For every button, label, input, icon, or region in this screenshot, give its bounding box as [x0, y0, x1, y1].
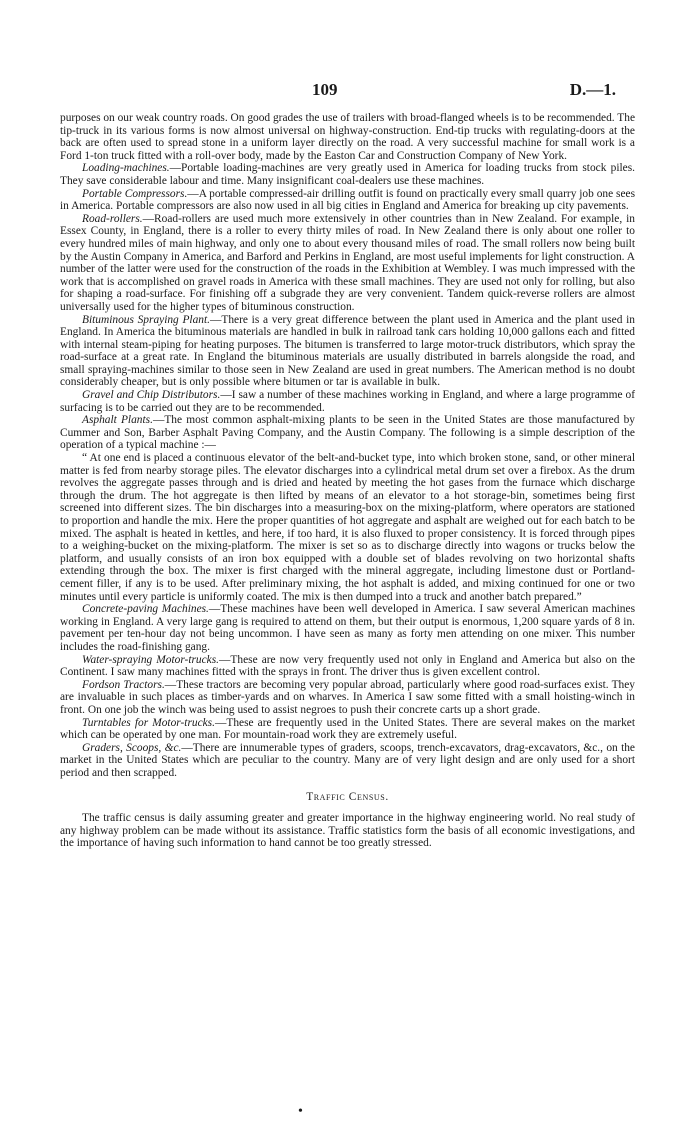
paragraph-fordson-tractors	[60, 679, 635, 717]
paragraph-text: —There is a very great difference between the plant used in America and the plant used in England. In America the bituminous materials are handled in bulk in railroad tank cars holding 10,000 gallons each and fitted with internal steam-piping for heating purposes. The bitumen is transferred to large motor-truck distributors, which spray the road-surface at a great rate. In England the bituminous materials are usually distributed in barrels alongside the road, and small spraying-machines similar to those seen in New Zealand are used in great numbers. The American method is no doubt considerably cheaper, but is only possible where bitumen or tar is available in bulk.	[60, 313, 635, 389]
paragraph-lead: Gravel and Chip Distributors.	[82, 389, 221, 402]
section-heading: Traffic Census.	[306, 791, 389, 804]
paragraph-text: —There are innumerable types of graders, scoops, trench-excavators, drag-excavators, &c., on the market in the United States which are peculiar to the country. Many are of very light design and are only used for a short period and then scrapped.	[60, 741, 635, 779]
paragraph-text: —These tractors are becoming very popular abroad, particularly where good road-surfaces exist. They are invaluable in such places as timber-yards and on wharves. In America I saw some fitted with a small hoisting-winch in front. On one job the winch was being used to assist negroes to push their concrete carts up a short grade.	[60, 678, 635, 716]
page-number: 109	[312, 80, 338, 99]
paragraph-water-spraying	[60, 654, 635, 679]
paragraph-lead: Concrete-paving Machines.	[82, 603, 209, 616]
paragraph-lead: Graders, Scoops, &c.	[82, 741, 182, 754]
paragraph-turntables	[60, 717, 635, 742]
paragraph-concrete-paving	[60, 603, 635, 653]
paragraph-text: —The most common asphalt-mixing plants to be seen in the United States are those manufactured by Cummer and Son, Barber Asphalt Paving Company, and the Austin Company. The following is a simple description of the operation of a typical machine :—	[60, 414, 635, 452]
paragraph-portable-compressors	[60, 188, 635, 213]
paragraph-lead: Fordson Tractors.	[82, 678, 165, 691]
paragraph-asphalt-plants	[60, 414, 635, 452]
paragraph-loading-machines	[60, 162, 635, 187]
paragraph-text: —A portable compressed-air drilling outfit is found on practically every small quarry job one sees in America. Portable compressors are also now used in all big cities in England and America for breaking up city pavements.	[60, 187, 635, 213]
paragraph-bituminous-spraying	[60, 314, 635, 390]
paragraph-text: —Road-rollers are used much more extensively in other countries than in New Zealand. For example, in Essex County, in England, there is a roller to every thirty miles of road. In New Zealand there is only about one roller to every hundred miles of main highway, and only one to about every thousand miles of road. The small rollers now being built by the Austin Company in America, and Barford and Perkins in England, are most useful implements for light construction. A number of the latter were used for the construction of the roads in the Exhibition at Wembley. I was much impressed with the work that is accomplished on gravel roads in America with these small machines. They are used not only for rolling, but also for shaping a road-surface. For finishing off a subgrade they are very convenient. Tandem quick-reverse rollers are almost universally used for the higher types of bituminous construction.	[60, 212, 635, 313]
paragraph-text: —These are frequently used in the United States. There are several makes on the market which can be operated by one man. For mountain-road work they are extremely useful.	[60, 716, 635, 742]
paragraph-text: —These machines have been well developed in America. I saw several American machines working in England. A very large gang is required to attend on them, but their output is enormous, 1,200 square yards of 8 in. pavement per ten-hour day not being uncommon. I have seen as many as forty men attending on one mixer. This number includes the road-finishing gang.	[60, 603, 635, 653]
paragraph-lead: Water-spraying Motor-trucks.	[82, 653, 220, 666]
paragraph-text: “ At one end is placed a continuous elevator of the belt-and-bucket type, into which broken stone, sand, or other mineral matter is fed from nearby storage piles. The elevator discharges into a cylindrical metal drum set over a firebox. As the drum revolves the aggregate passes through and is dried and heated by meeting the hot gases from the furnace which discharge through the drum. The hot aggregate is then lifted by means of an elevator to a hot storage-bin, sometimes being first screened into different sizes. The bin discharges into a measuring-box on the mixing-platform, where operators are stationed to proportion and handle the mix. Here the proper quantities of hot aggregate and asphalt are weighed out for each batch to be mixed. The asphalt is heated in kettles, and here, if too hard, it is also fluxed to proper consistency. It is forced through pipes to a weighing-bucket on the mixing-platform. The mixer is set so as to discharge directly into wagons or trucks below the platform, and usually consists of an iron box equipped with a double set of blades revolving on two horizontal shafts extending through the box. The mixer is first charged with the mineral aggregate, including limestone dust or Portland-cement filler, if any is to be used. After preliminary mixing, the hot asphalt is added, and mixing continued for one or two minutes until every particle is uniformly coated. The mix is then dumped into a truck and another batch prepared.”	[60, 452, 635, 603]
paragraph-traffic-census	[60, 812, 635, 850]
document-reference: D.—1.	[569, 80, 616, 99]
paragraph-text: —I saw a number of these machines working in England, and where a large programme of surfacing is to be carried out they are to be recommended.	[60, 389, 635, 414]
paragraph-lead: Road-rollers.	[82, 212, 143, 225]
footer-mark: •	[298, 1104, 303, 1119]
body-text	[60, 112, 635, 850]
paragraph-lead: Asphalt Plants.	[82, 414, 153, 427]
paragraph-lead: Turntables for Motor-trucks.	[82, 716, 215, 729]
paragraph-lead: Loading-machines.	[82, 162, 170, 175]
paragraph-graders-scoops	[60, 742, 635, 780]
paragraph-text: —These are now very frequently used not only in England and America but also on the Continent. I saw many machines fitted with the sprays in front. The driver thus is given excellent control.	[60, 653, 636, 679]
paragraph-lead: Portable Compressors.	[82, 187, 188, 200]
paragraph-text: The traffic census is daily assuming greater and greater importance in the highway engineering world. No real study of any highway problem can be made without its assistance. Traffic statistics form the basis of all economic investigations, and the importance of having such information to hand cannot be too greatly stressed.	[60, 812, 635, 850]
paragraph-text: purposes on our weak country roads. On good grades the use of trailers with broad-flanged wheels is to be recommended. The tip-truck in its various forms is now almost universal on highway-construction. End-tip trucks with regulating-doors at the back are often used to spread stone in a uniform layer directly on the road. A very successful machine for small work is a Ford 1-ton truck fitted with a roll-over body, made by the Easton Car and Construction Company of New York.	[60, 112, 635, 162]
paragraph-intro	[60, 112, 635, 162]
paragraph-quotation	[60, 452, 635, 603]
page-header	[0, 80, 700, 104]
paragraph-road-rollers	[60, 213, 635, 314]
paragraph-text: —Portable loading-machines are very greatly used in America for loading trucks from stock piles. They save considerable labour and time. Many insignificant coal-dealers use these machines.	[60, 162, 635, 187]
paragraph-gravel-distributors	[60, 389, 635, 414]
paragraph-lead: Bituminous Spraying Plant.	[82, 313, 210, 326]
